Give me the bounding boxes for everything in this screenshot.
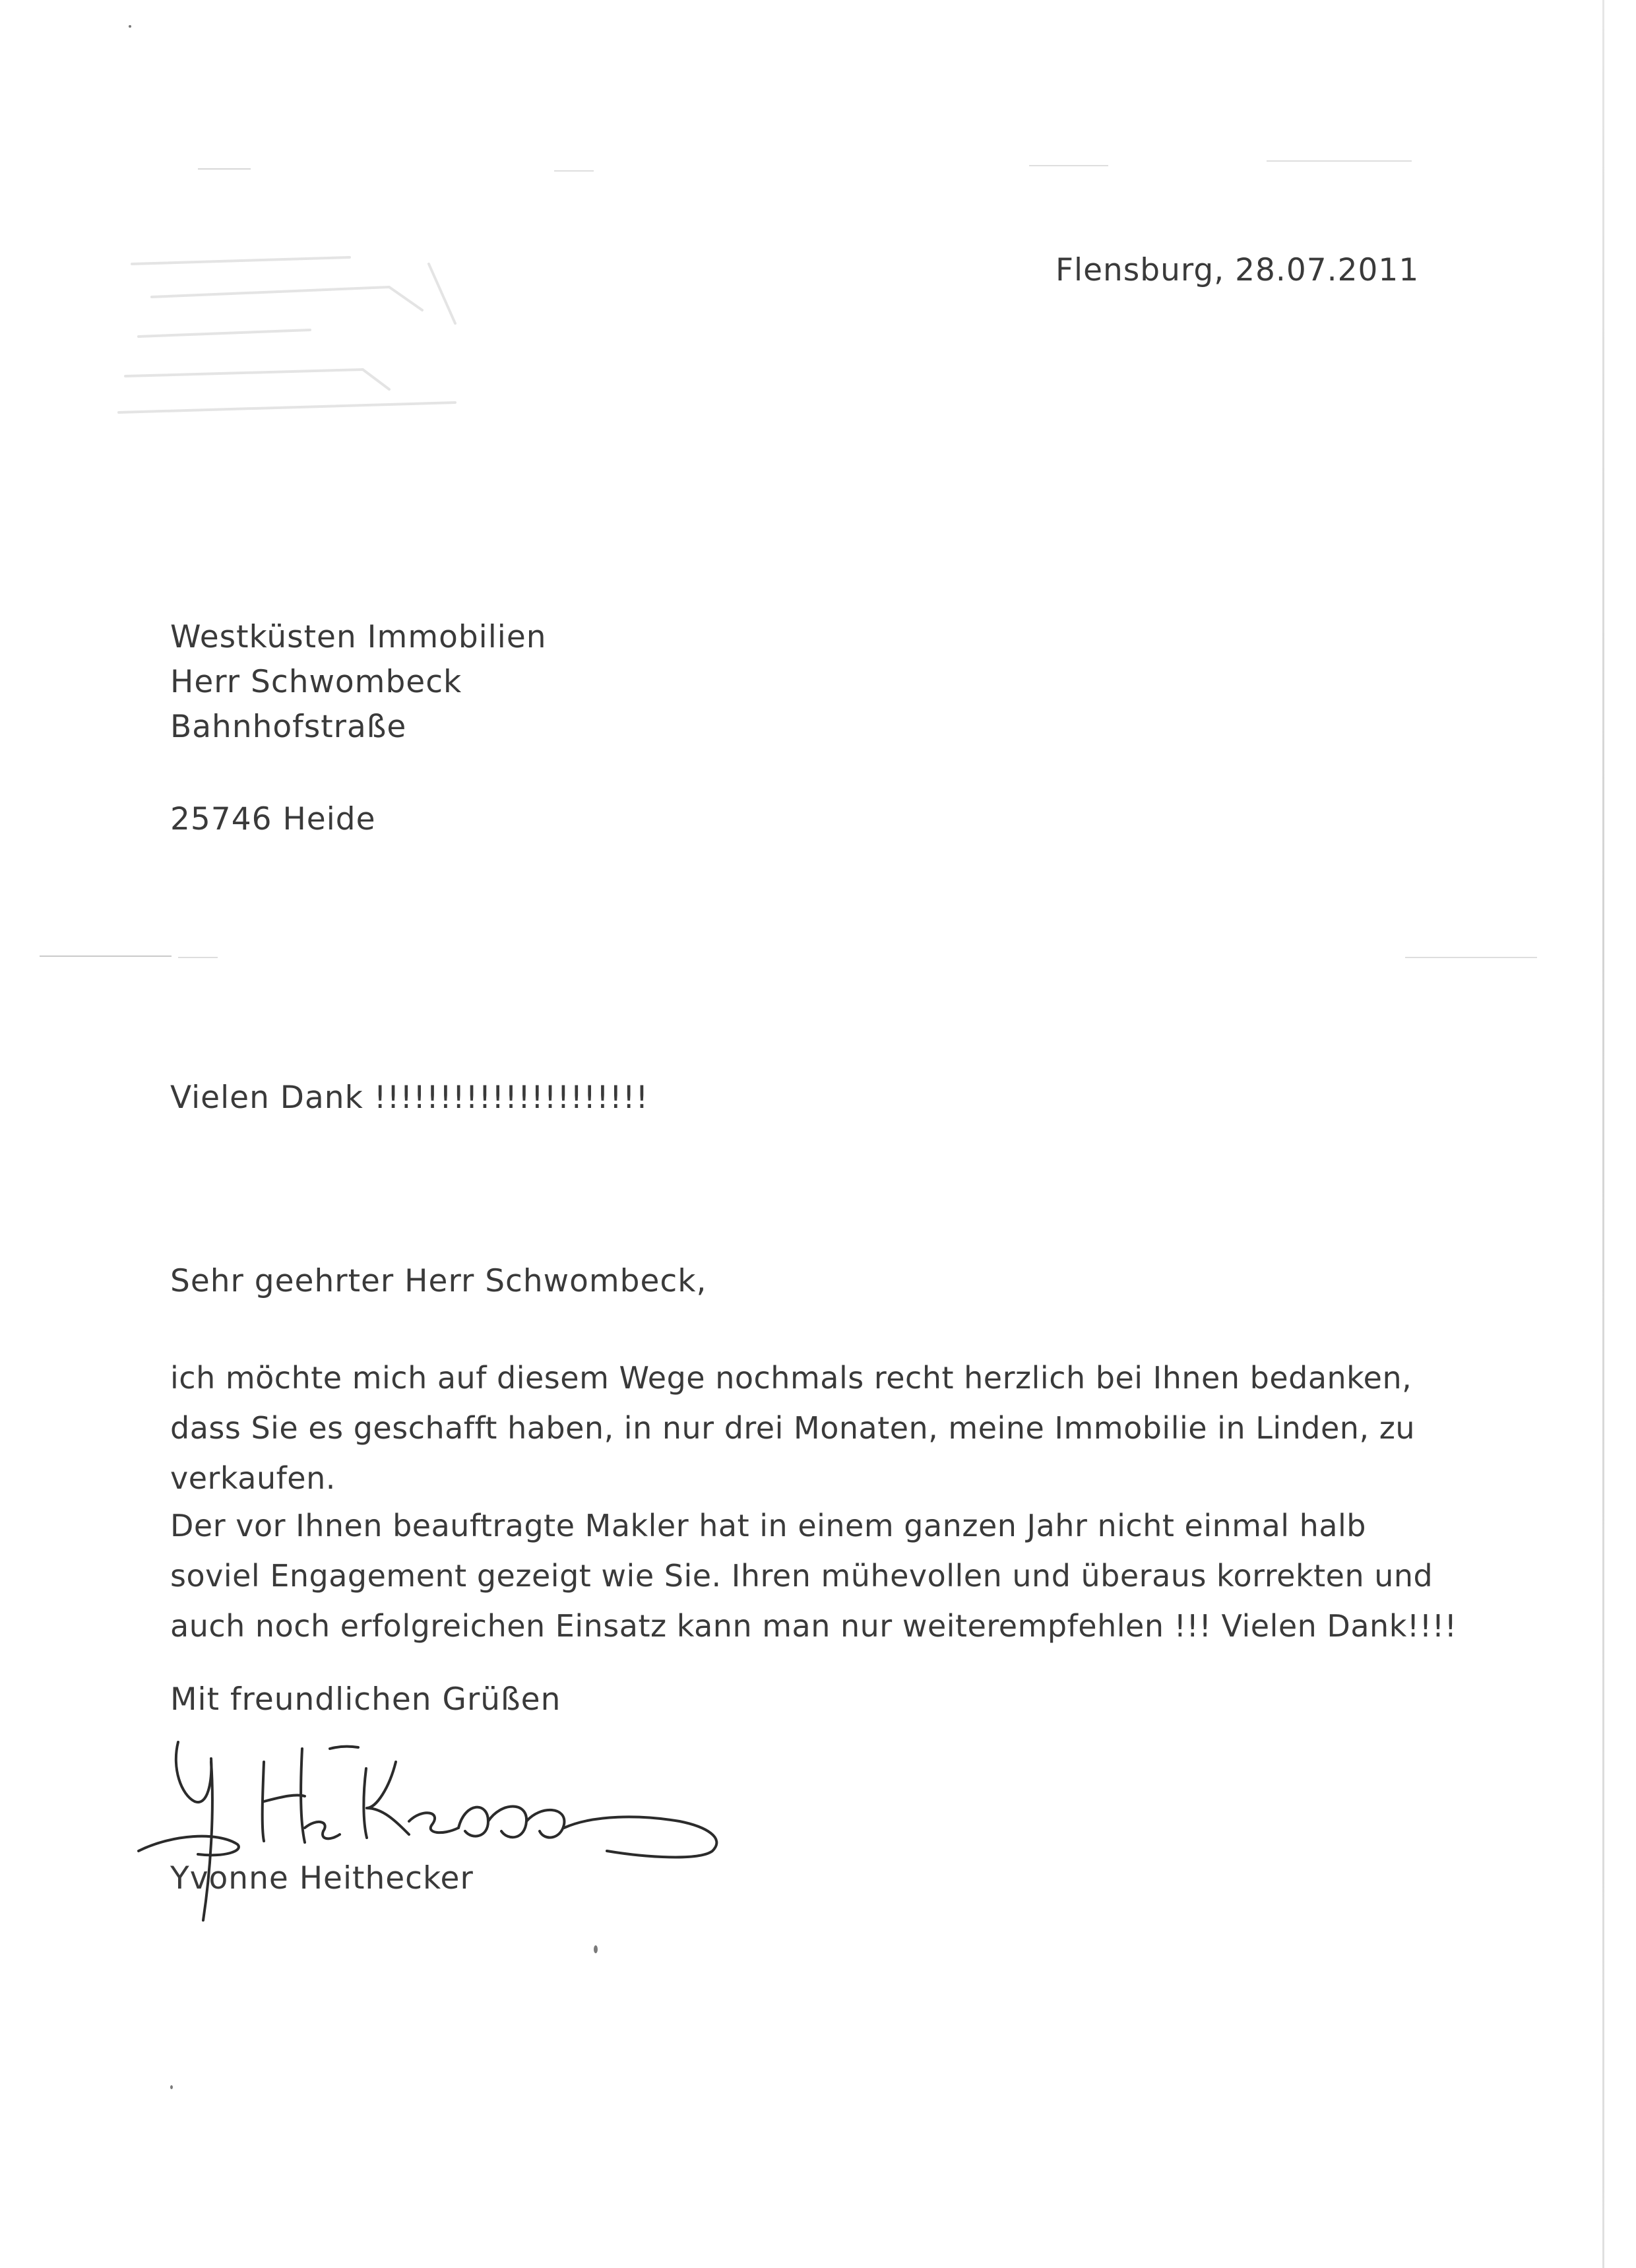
- fold-mark-right: [1405, 957, 1537, 958]
- body-paragraph-1: [170, 1353, 1424, 1503]
- faded-letterhead-marks: [112, 238, 482, 436]
- recipient-name: Herr Schwombeck: [170, 664, 462, 700]
- scan-speck: [170, 2085, 173, 2089]
- handwritten-signature: [132, 1722, 739, 1933]
- date-line: Flensburg, 28.07.2011: [1055, 252, 1420, 288]
- recipient-city: 25746 Heide: [170, 801, 376, 837]
- paragraph-line: soviel Engagement gezeigt wie Sie. Ihren mühevollen und überaus korrekten und: [170, 1558, 1433, 1594]
- paragraph-line: Der vor Ihnen beauftragte Makler hat in einem ganzen Jahr nicht einmal halb: [170, 1508, 1366, 1543]
- recipient-street: Bahnhofstraße: [170, 709, 407, 745]
- scan-mark-top: [1267, 160, 1412, 162]
- scan-mark-top: [554, 170, 594, 172]
- salutation: Sehr geehrter Herr Schwombeck,: [170, 1263, 707, 1299]
- paragraph-line: ich möchte mich auf diesem Wege nochmals recht herzlich bei Ihnen bedanken,: [170, 1360, 1412, 1396]
- paper-edge-shadow: [1602, 0, 1604, 2268]
- subject-line: Vielen Dank !!!!!!!!!!!!!!!!!!!!!: [170, 1080, 649, 1116]
- fold-mark-left: [178, 957, 218, 958]
- recipient-company: Westküsten Immobilien: [170, 619, 547, 655]
- paragraph-line: verkaufen.: [170, 1460, 336, 1496]
- closing: Mit freundlichen Grüßen: [170, 1681, 561, 1718]
- scan-mark-top: [1029, 165, 1108, 166]
- sender-name: Yvonne Heithecker: [170, 1860, 474, 1896]
- fold-mark-left: [40, 956, 172, 957]
- paragraph-line: auch noch erfolgreichen Einsatz kann man nur weiterempfehlen !!! Vielen Dank!!!!: [170, 1608, 1457, 1644]
- paragraph-line: dass Sie es geschafft haben, in nur drei Monaten, meine Immobilie in Linden, zu: [170, 1410, 1416, 1446]
- scan-speck: [594, 1945, 598, 1953]
- scan-mark-top: [198, 168, 251, 170]
- body-paragraph-2: [170, 1501, 1457, 1651]
- scan-speck: [129, 25, 131, 28]
